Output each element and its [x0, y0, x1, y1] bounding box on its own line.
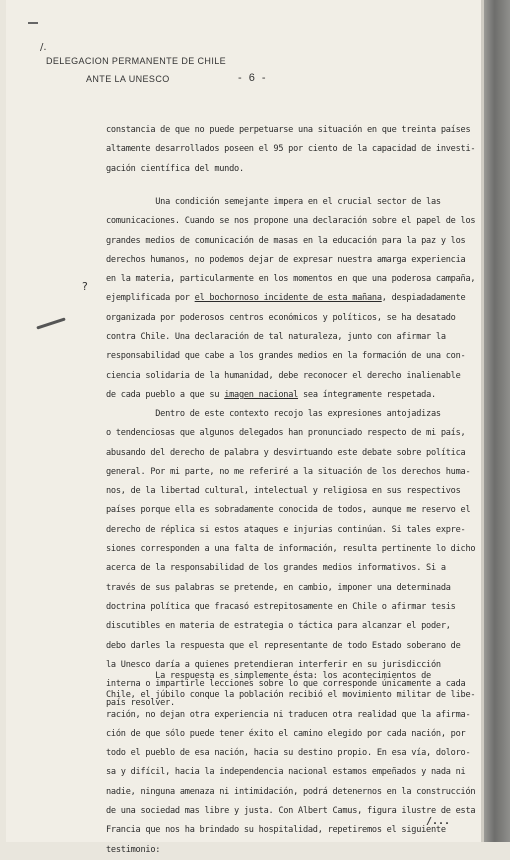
text-line: contra Chile. Una declaración de tal naturaleza, junto con afirmar la: [106, 332, 446, 343]
text-line: interna o impartirle lecciones sobre lo que corresponde únicamente a cada: [106, 679, 466, 690]
text-line: Francia que nos ha brindado su hospitalidad, repetiremos el siguiente: [106, 825, 446, 836]
text-line: Dentro de este contexto recojo las expresiones antojadizas: [106, 409, 441, 419]
page-number: - 6 -: [238, 72, 268, 84]
text-line: ciencia solidaria de la humanidad, debe reconocer el derecho inalienable: [106, 370, 461, 381]
text-line: todo el pueblo de esa nación, hacia su destino propio. En esa vía, doloro-: [106, 748, 471, 759]
text-line: sa y difícil, hacia la independencia nacional estamos empeñados y nada ni: [106, 767, 466, 778]
text-line: general. Por mi parte, no me referiré a la situación de los derechos huma-: [106, 466, 471, 477]
document-page: [6, 0, 486, 855]
continuation-mark: /...: [426, 816, 451, 827]
text-line: discutibles en materia de estrategia o táctica para alcanzar el poder,: [106, 621, 451, 632]
paragraph-2: [106, 193, 484, 405]
text-line: países porque ella es sobradamente conocida de todos, aunque me reservo el: [106, 505, 471, 516]
text-line-underlined: ejemplificada por el bochornoso incidente de esta mañana, despiadadamente: [106, 293, 466, 304]
text-line: grandes medios de comunicación de masas en la educación para la paz y los: [106, 235, 466, 246]
text-line: derechos humanos, no podemos dejar de expresar nuestra amarga experiencia: [106, 254, 466, 265]
text-line: organizada por poderosos centros económicos y políticos, se ha desatado: [106, 312, 456, 323]
text-line: altamente desarrollados poseen el 95 por ciento de la capacidad de investi-: [106, 144, 476, 155]
text-line: testimonio:: [106, 844, 161, 855]
text-line: gación científica del mundo.: [106, 163, 244, 174]
text-line: Chile, el júbilo conque la población recibió el movimiento militar de libe-: [106, 690, 476, 701]
text-line: en la materia, particularmente en los momentos en que una poderosa campaña,: [106, 274, 476, 285]
text-line: abusando del derecho de palabra y desvirtuando este debate sobre política: [106, 447, 466, 458]
scan-mark: [28, 22, 38, 24]
letterhead-line-1: DELEGACION PERMANENTE DE CHILE: [46, 56, 227, 66]
text-line: través de sus palabras se pretende, en cambio, imponer una determinada: [106, 582, 451, 593]
text-line-underlined: de cada pueblo a que su imagen nacional sea íntegramente respetada.: [106, 389, 436, 400]
text-line: debo darles la respuesta que el representante de todo Estado soberano de: [106, 640, 461, 651]
scan-shadow: [484, 0, 510, 842]
text-line: ración, no dejan otra experiencia ni traducen otra realidad que la afirma-: [106, 709, 471, 720]
text-line: la Unesco daría a quienes pretendieran interferir en su jurisdicción: [106, 659, 441, 670]
letterhead-line-2: ANTE LA UNESCO: [86, 74, 170, 84]
text-line: siones corresponden a una falta de información, resulta pertinente lo dicho: [106, 544, 476, 555]
text-line: Una condición semejante impera en el crucial sector de las: [106, 197, 441, 207]
text-line: de una sociedad mas libre y justa. Con Albert Camus, figura ilustre de esta: [106, 806, 476, 817]
paragraph-4: [106, 667, 484, 860]
underlined-phrase: el bochornoso incidente de esta mañana: [194, 293, 382, 304]
margin-pen-stroke: [36, 317, 65, 329]
text-line: nos, de la libertad cultural, intelectual y religiosa en sus respectivos: [106, 486, 461, 497]
text-line: país resolver.: [106, 698, 175, 709]
underlined-phrase: imagen nacional: [224, 389, 299, 400]
text-line: nadie, ninguna amenaza ni intimidación, podrá detenernos en la construcción: [106, 786, 476, 797]
text-line: ción de que sólo puede tener éxito el camino elegido por cada nación, por: [106, 728, 466, 739]
text-line: acerca de la responsabilidad de los grandes medios informativos. Si a: [106, 563, 446, 574]
margin-annotation-top: /.: [40, 42, 47, 53]
text-line: doctrina política que fracasó estrepitosamente en Chile o afirmar tesis: [106, 601, 456, 612]
paragraph-1: [106, 121, 484, 179]
margin-annotation-question: ?: [82, 280, 88, 293]
text-line: comunicaciones. Cuando se nos propone una declaración sobre el papel de los: [106, 216, 476, 227]
text-line: derecho de réplica si estos ataques e injurias continúan. Si tales expre-: [106, 524, 466, 535]
text-line: responsabilidad que cabe a los grandes medios en la formación de una con-: [106, 351, 466, 362]
text-line: o tendenciosas que algunos delegados han pronunciado respecto de mi país,: [106, 428, 466, 439]
text-line: constancia de que no puede perpetuarse una situación en que treinta países: [106, 125, 471, 135]
text-line: La respuesta es simplemente ésta: los acontecimientos de: [106, 671, 431, 681]
